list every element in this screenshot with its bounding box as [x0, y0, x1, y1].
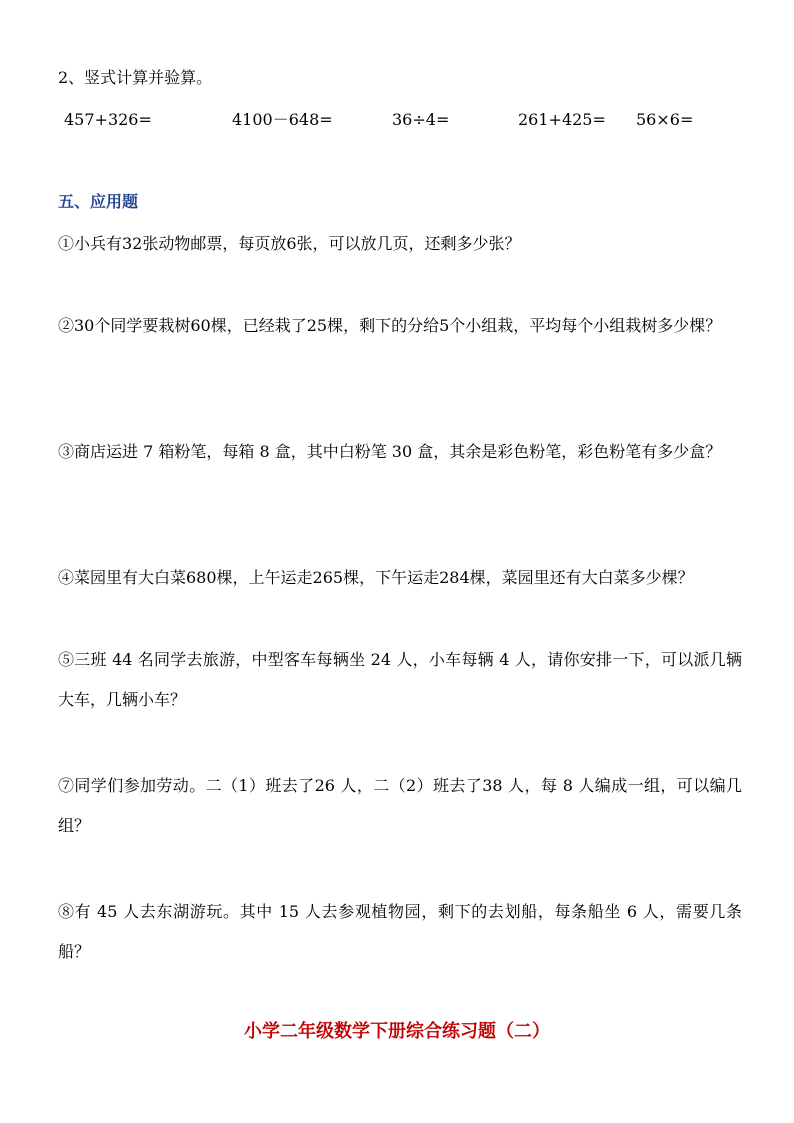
calc-problem: 36÷4= [392, 110, 450, 129]
next-worksheet-title: 小学二年级数学下册综合练习题（二） [244, 1021, 550, 1042]
word-problem-8: ⑧有 45 人去东湖游玩。其中 15 人去参观植物园，剩下的去划船，每条船坐 6 人，需要几条船？ [58, 902, 742, 961]
calc-problem: 261+425= [518, 110, 606, 129]
word-problem-4: ④菜园里有大白菜680棵，上午运走265棵，下午运走284棵，菜园里还有大白菜多少棵？ [58, 568, 694, 587]
word-problem-2: ②30个同学要栽树60棵，已经栽了25棵，剩下的分给5个小组栽，平均每个小组栽树多少棵？ [58, 316, 722, 335]
calc-problem: 4100－648= [232, 110, 333, 129]
word-problem-1: ①小兵有32张动物邮票，每页放6张，可以放几页，还剩多少张？ [58, 234, 521, 253]
word-problem-3: ③商店运进 7 箱粉笔，每箱 8 盒，其中白粉笔 30 盒，其余是彩色粉笔，彩色粉笔有多少盒？ [58, 442, 722, 461]
calc-problem: 56×6= [636, 110, 694, 129]
word-problem-7: ⑦同学们参加劳动。二（1）班去了26 人，二（2）班去了38 人，每 8 人编成一组，可以编几组？ [58, 776, 742, 835]
section-2-title: 2、竖式计算并验算。 [58, 68, 213, 87]
calculation-row [0, 110, 794, 132]
calc-problem: 457+326= [64, 110, 152, 129]
section-5-title: 五、应用题 [58, 192, 139, 211]
word-problem-5: ⑤三班 44 名同学去旅游，中型客车每辆坐 24 人，小车每辆 4 人，请你安排一下，可以派几辆大车，几辆小车？ [58, 650, 742, 709]
